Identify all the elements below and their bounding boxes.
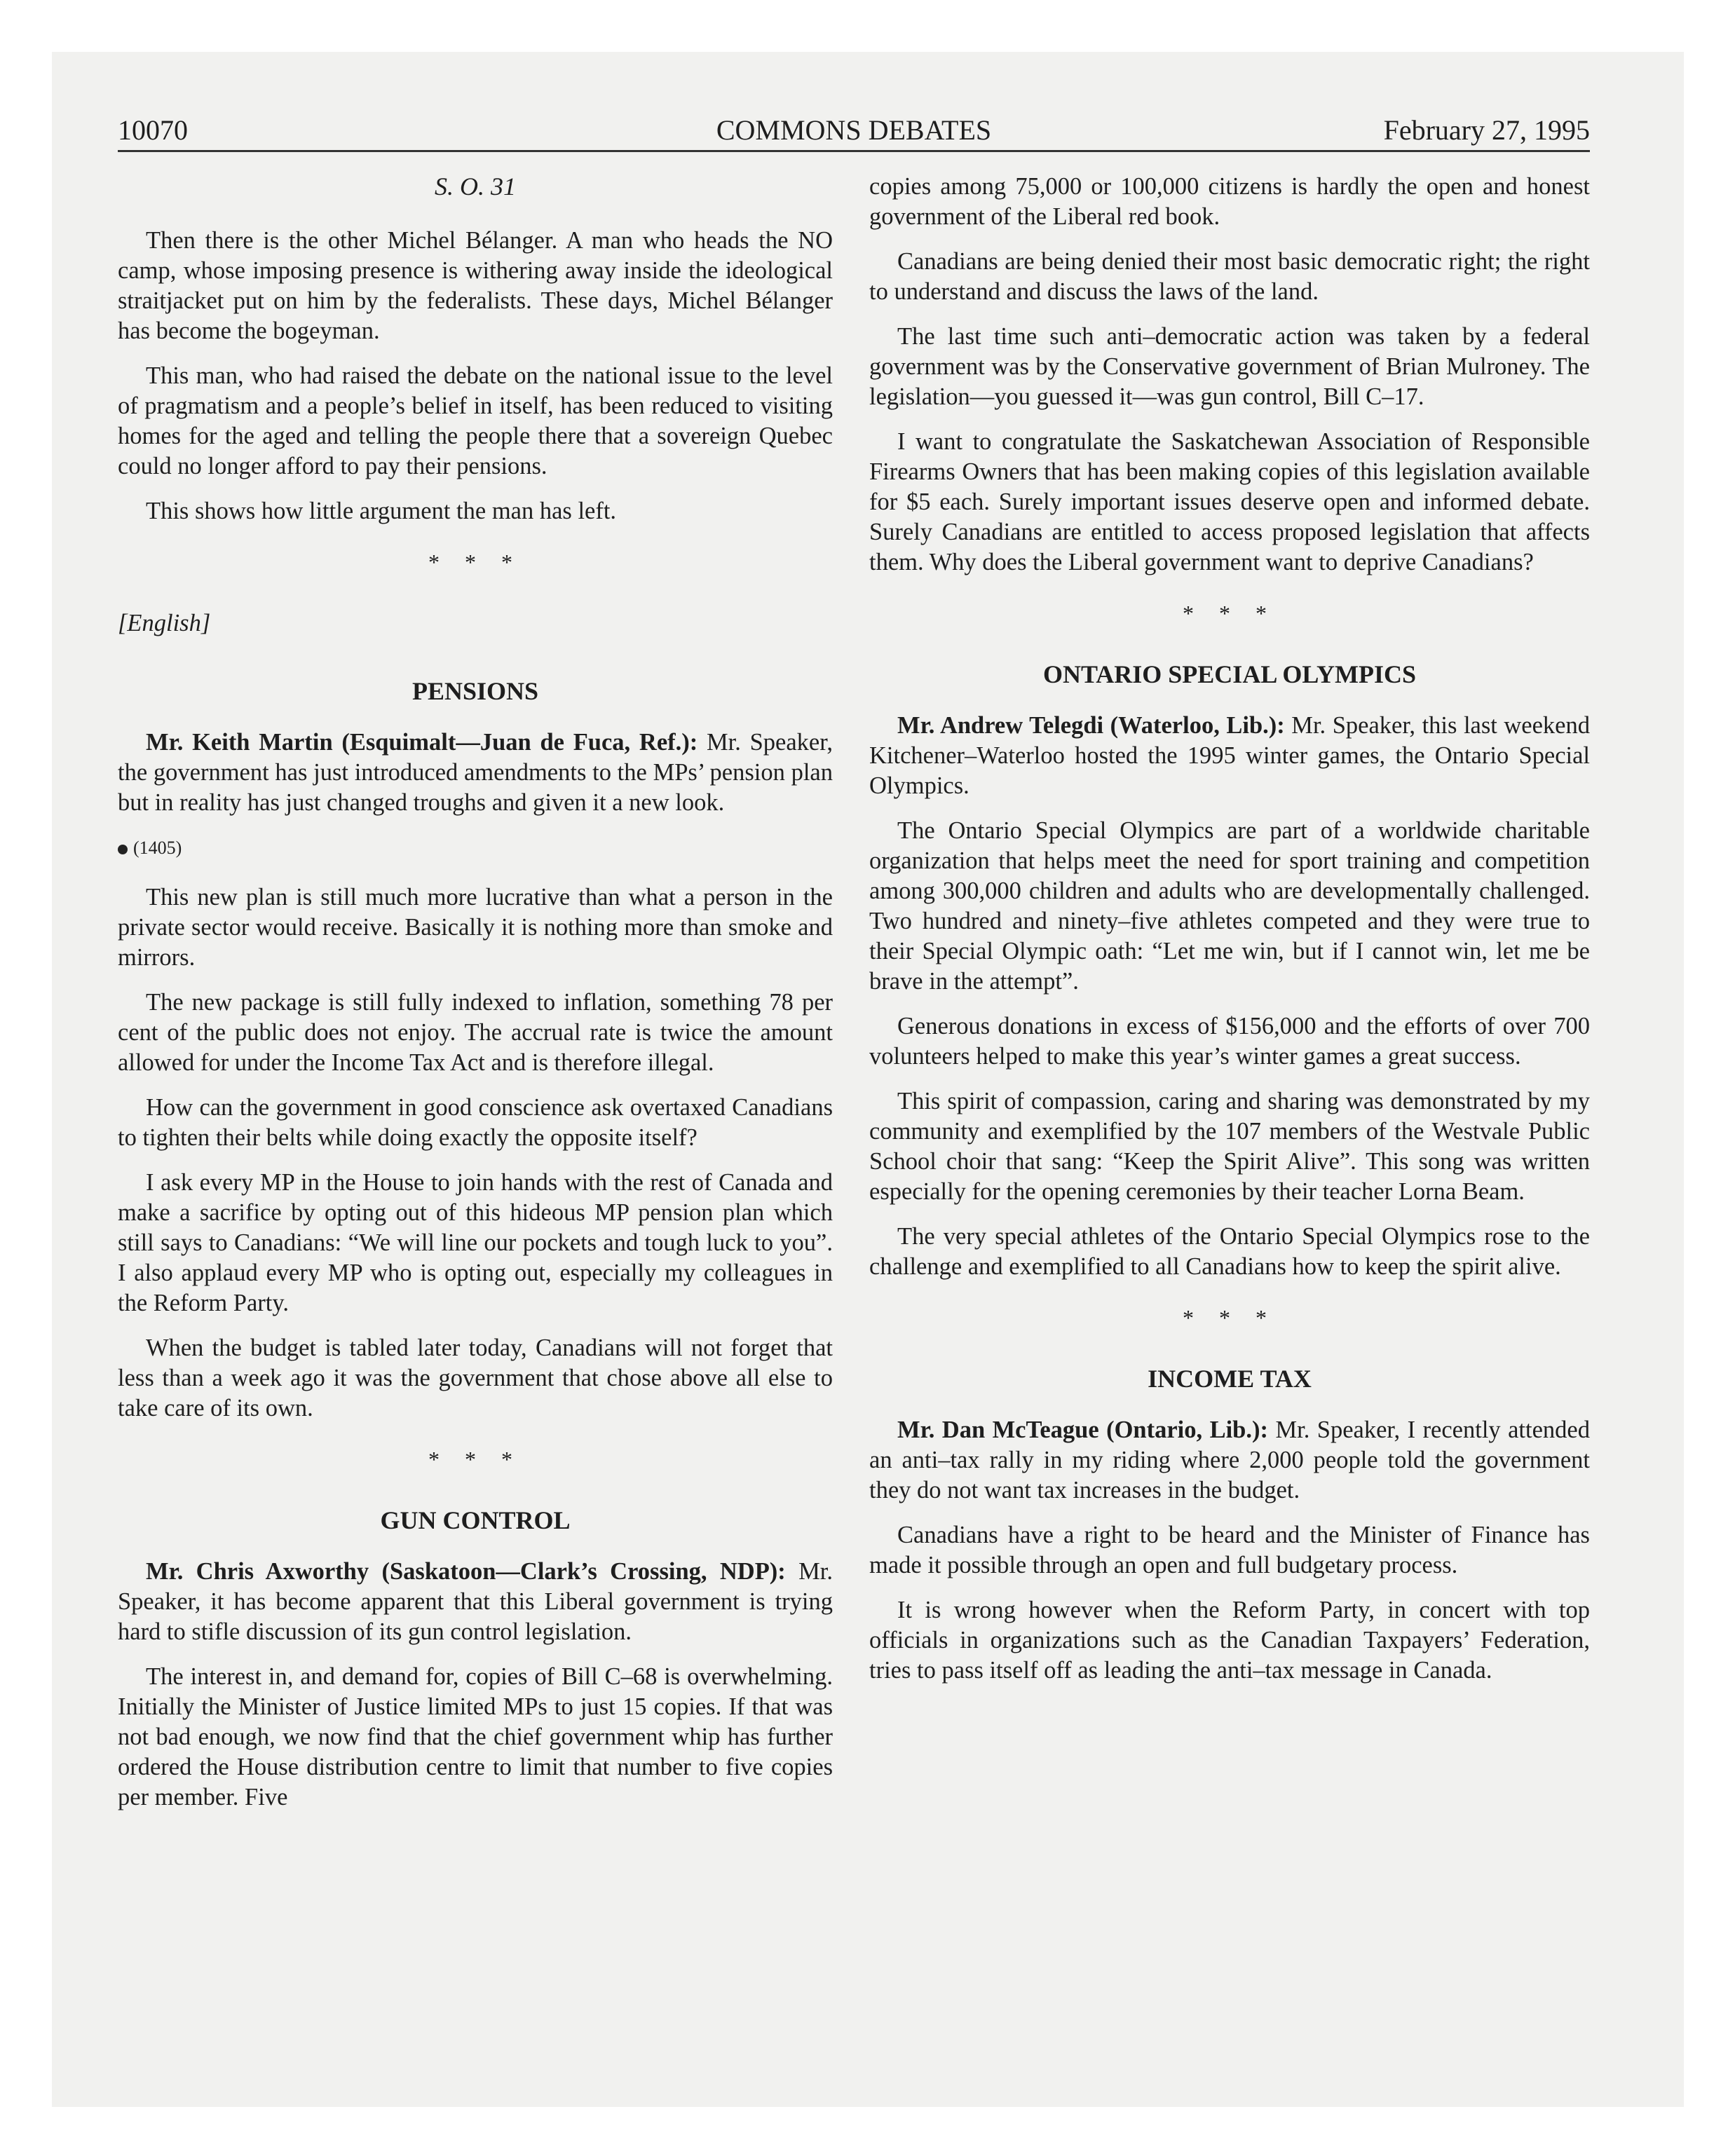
paragraph: This man, who had raised the debate on the national issue to the level of pragmatism and a people’s belief in itself, has been reduced to visiting homes for the aged and telling the people there that a sovereign Quebec could no longer afford to pay their pensions. <box>118 362 833 479</box>
paragraph-continued: copies among 75,000 or 100,000 citizens is hardly the open and honest government of the Liberal red book. <box>869 173 1590 230</box>
paragraph: I ask every MP in the House to join hands with the rest of Canada and make a sacrifice by opting out of this hideous MP pension plan which still says to Canadians: “We will line our pockets and tough luck to you”. I also applaud every MP who is opting out, especially my colleagues in the Reform Party. <box>118 1169 833 1316</box>
speaker-paragraph <box>118 728 833 818</box>
paragraph: I want to congratulate the Saskatchewan Association of Responsible Firearms Owners that has been making copies of this legislation available for $5 each. Surely important issues deserve open and informed debate. Surely Canadians are entitled to access proposed legislation that affects them. Why does the Liberal government want to deprive Canadians? <box>869 428 1590 575</box>
paragraph: Then there is the other Michel Bélanger. A man who heads the NO camp, whose imposing presence is withering away inside the ideological straitjacket put on him by the federalists. These days, Michel Bélanger has become the bogeyman. <box>118 227 833 344</box>
section-separator: * * * <box>1183 601 1277 626</box>
speaker-name: Mr. Andrew Telegdi (Waterloo, Lib.): <box>897 712 1285 739</box>
paragraph: The very special athletes of the Ontario Special Olympics rose to the challenge and exemplified to all Canadians how to keep the spirit alive. <box>869 1223 1590 1280</box>
speaker-name: Mr. Keith Martin (Esquimalt—Juan de Fuca, Ref.): <box>146 729 698 756</box>
paragraph: This spirit of compassion, caring and sharing was demonstrated by my community and exemplified by the 107 members of the Westvale Public School choir that sang: “Keep the Spirit Alive”. This song was written especially for the opening ceremonies by their teacher Lorna Beam. <box>869 1088 1590 1205</box>
section-heading-pensions: PENSIONS <box>411 677 539 705</box>
section-separator: * * * <box>1183 1305 1277 1330</box>
right-column <box>869 172 1590 1700</box>
speaker-text: Mr. Speaker, the government has just introduced amendments to the MPs’ pension plan but in reality has just changed troughs and given it a new look. <box>118 729 833 816</box>
language-note: [English] <box>118 610 211 636</box>
paragraph: Canadians have a right to be heard and the Minister of Finance has made it possible through an open and full budgetary process. <box>869 1522 1590 1578</box>
paragraph: Generous donations in excess of $156,000 and the efforts of over 700 volunteers helped to make this year’s winter games a great success. <box>869 1013 1590 1070</box>
paragraph: When the budget is tabled later today, Canadians will not forget that less than a week ago it was the government that chose above all else to take care of its own. <box>118 1335 833 1421</box>
paragraph: The Ontario Special Olympics are part of a worldwide charitable organization that helps meet the need for sport training and competition among 300,000 children and adults who are developmentally challenged. Two hundred and ninety–five athletes competed and they were true to their Special Olympic oath: “Let me win, but if I cannot win, let me be brave in the attempt”. <box>869 817 1590 995</box>
speaker-text: Mr. Speaker, I recently attended an anti–tax rally in my riding where 2,000 people told the government they do not want tax increases in the budget. <box>869 1417 1590 1503</box>
timestamp-text: (1405) <box>133 838 182 858</box>
section-heading-olympics: ONTARIO SPECIAL OLYMPICS <box>1042 660 1417 688</box>
speaker-paragraph <box>869 711 1590 801</box>
publication-title: COMMONS DEBATES <box>716 114 992 146</box>
page-number: 10070 <box>118 114 188 146</box>
speaker-text: Mr. Speaker, it has become apparent that this Liberal government is trying hard to stifle discussion of its gun control legislation. <box>118 1558 834 1645</box>
paragraph: This new plan is still much more lucrative than what a person in the private sector would receive. Basically it is nothing more than smoke and mirrors. <box>118 884 833 971</box>
paragraph: How can the government in good conscience ask overtaxed Canadians to tighten their belts while doing exactly the opposite itself? <box>118 1094 833 1151</box>
speaker-text: Mr. Speaker, this last weekend Kitchener–Waterloo hosted the 1995 winter games, the Ontario Special Olympics. <box>869 712 1590 799</box>
publication-date: February 27, 1995 <box>1383 114 1590 146</box>
paragraph: The last time such anti–democratic action was taken by a federal government was by the Conservative government of Brian Mulroney. The legislation—you guessed it—was gun control, Bill C–17. <box>869 323 1590 410</box>
section-heading-gun-control: GUN CONTROL <box>380 1506 571 1534</box>
speaker-name: Mr. Dan McTeague (Ontario, Lib.): <box>897 1417 1268 1443</box>
paragraph: This shows how little argument the man has left. <box>146 498 617 524</box>
speaker-paragraph <box>869 1415 1590 1506</box>
bullet-icon <box>118 845 128 854</box>
paragraph: The interest in, and demand for, copies of Bill C–68 is overwhelming. Initially the Minister of Justice limited MPs to just 15 copies. If that was not bad enough, we now find that the chief government whip has further ordered the House distribution centre to limit that number to five copies per member. Five <box>118 1663 833 1810</box>
section-separator: * * * <box>428 1447 522 1472</box>
timestamp <box>118 833 833 863</box>
page-header <box>118 111 1590 152</box>
section-heading-income-tax: INCOME TAX <box>1148 1365 1312 1393</box>
paragraph: The new package is still fully indexed to inflation, something 78 per cent of the public does not enjoy. The accrual rate is twice the amount allowed for under the Income Tax Act and is therefore illegal. <box>118 989 833 1076</box>
paragraph: Canadians are being denied their most basic democratic right; the right to understand and discuss the laws of the land. <box>869 248 1590 305</box>
left-column <box>118 172 833 1827</box>
speaker-name: Mr. Chris Axworthy (Saskatoon—Clark’s Crossing, NDP): <box>146 1558 786 1585</box>
section-marker: S. O. 31 <box>435 172 516 200</box>
paragraph: It is wrong however when the Reform Party, in concert with top officials in organizations such as the Canadian Taxpayers’ Federation, tries to pass itself off as leading the anti–tax message in Canada. <box>869 1597 1590 1684</box>
speaker-paragraph <box>118 1557 833 1647</box>
section-separator: * * * <box>428 550 522 575</box>
